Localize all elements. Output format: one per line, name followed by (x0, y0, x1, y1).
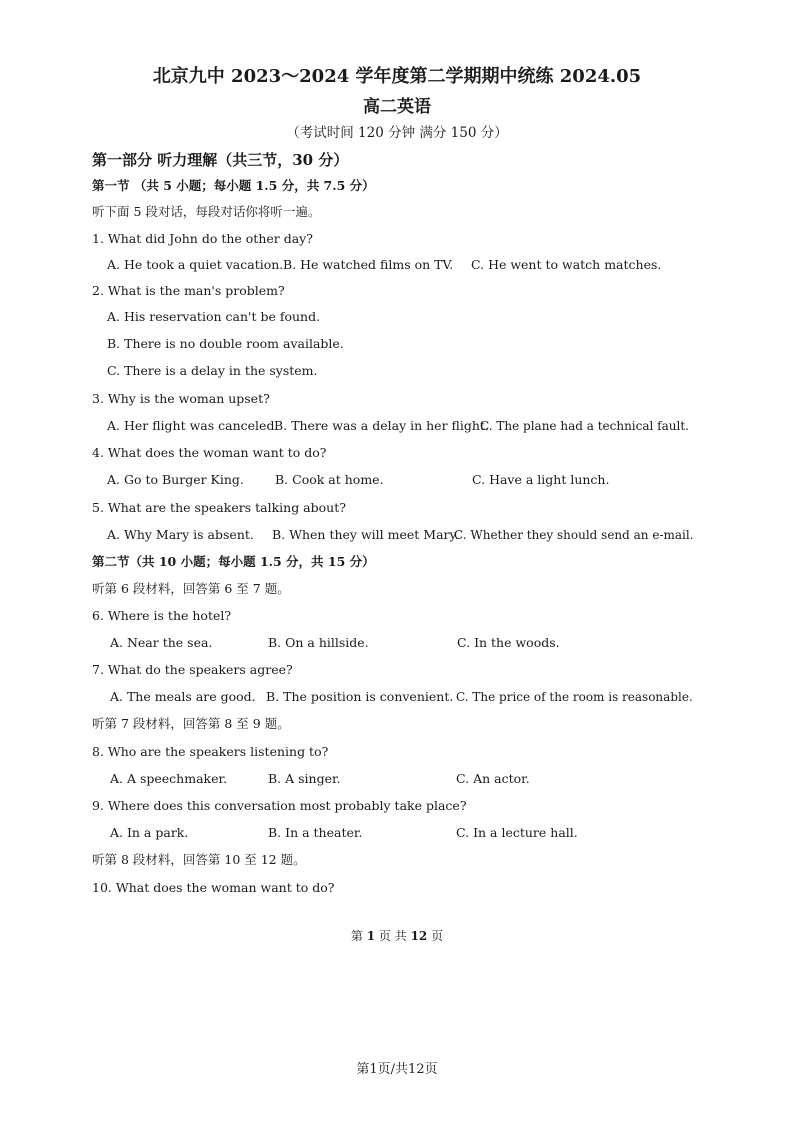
option-a: A. In a park. (110, 825, 189, 840)
section1-instruction: 听下面 5 段对话，每段对话你将听一遍。 (92, 204, 321, 219)
option-c: C. An actor. (456, 771, 530, 786)
question-stem: 5. What are the speakers talking about? (92, 500, 346, 515)
question-stem: 6. Where is the hotel? (92, 608, 232, 623)
option-b: B. On a hillside. (268, 635, 369, 650)
material-instruction: 听第 6 段材料，回答第 6 至 7 题。 (92, 581, 290, 596)
question-stem: 3. Why is the woman upset? (92, 391, 270, 406)
option-b: B. When they will meet Mary. (272, 527, 459, 542)
option-c: C. Whether they should send an e-mail. (454, 528, 694, 542)
option-b: B. In a theater. (268, 825, 363, 840)
question-stem: 1. What did John do the other day? (92, 231, 313, 246)
question-stem: 2. What is the man's problem? (92, 283, 285, 298)
question-stem: 7. What do the speakers agree? (92, 662, 293, 677)
option-c: C. The plane had a technical fault. (480, 419, 689, 433)
option-a: A. Go to Burger King. (107, 472, 244, 487)
page-number: 1 (366, 929, 376, 943)
exam-meta: （考试时间 120 分钟 满分 150 分） (286, 125, 508, 141)
option-b: B. He watched films on TV. (283, 257, 454, 272)
option-c: C. In a lecture hall. (456, 825, 578, 840)
option-c: C. He went to watch matches. (471, 257, 662, 272)
exam-subject: 高二英语 (363, 97, 431, 117)
page-footer (0, 930, 794, 942)
option-c: C. The price of the room is reasonable. (456, 690, 693, 704)
page-total: 12 (410, 929, 428, 943)
option-b: B. There is no double room available. (107, 336, 344, 351)
material-instruction: 听第 8 段材料，回答第 10 至 12 题。 (92, 852, 306, 867)
exam-title: 北京九中 2023～2024 学年度第二学期期中统练 2024.05 (152, 66, 642, 87)
option-b: B. There was a delay in her flight. (274, 418, 489, 433)
option-a: A. The meals are good. (110, 689, 256, 704)
page-indicator: 第1页/共12页 (356, 1062, 438, 1077)
option-a: A. His reservation can't be found. (107, 309, 321, 324)
question-stem: 10. What does the woman want to do? (92, 880, 335, 895)
page-label: 第 (350, 929, 363, 943)
option-a: A. Her flight was canceled. (107, 418, 279, 433)
option-c: C. There is a delay in the system. (107, 363, 318, 378)
section2-heading: 第二节（共 10 小题；每小题 1.5 分，共 15 分） (92, 554, 375, 569)
option-a: A. A speechmaker. (110, 771, 228, 786)
option-b: B. A singer. (268, 771, 341, 786)
question-stem: 4. What does the woman want to do? (92, 445, 327, 460)
question-stem: 8. Who are the speakers listening to? (92, 744, 329, 759)
question-stem: 9. Where does this conversation most probably take place? (92, 798, 467, 813)
option-c: C. Have a light lunch. (472, 472, 610, 487)
option-b: B. Cook at home. (275, 472, 384, 487)
option-a: A. Near the sea. (110, 635, 213, 650)
page-label: 页 (431, 929, 444, 943)
part1-heading: 第一部分 听力理解（共三节，30 分） (92, 151, 349, 169)
page-label: 页 共 (378, 929, 407, 943)
option-a: A. He took a quiet vacation. (107, 257, 284, 272)
option-c: C. In the woods. (457, 635, 560, 650)
material-instruction: 听第 7 段材料，回答第 8 至 9 题。 (92, 716, 290, 731)
option-b: B. The position is convenient. (266, 689, 454, 704)
section1-heading: 第一节 （共 5 小题；每小题 1.5 分，共 7.5 分） (92, 178, 375, 193)
option-a: A. Why Mary is absent. (107, 527, 254, 542)
